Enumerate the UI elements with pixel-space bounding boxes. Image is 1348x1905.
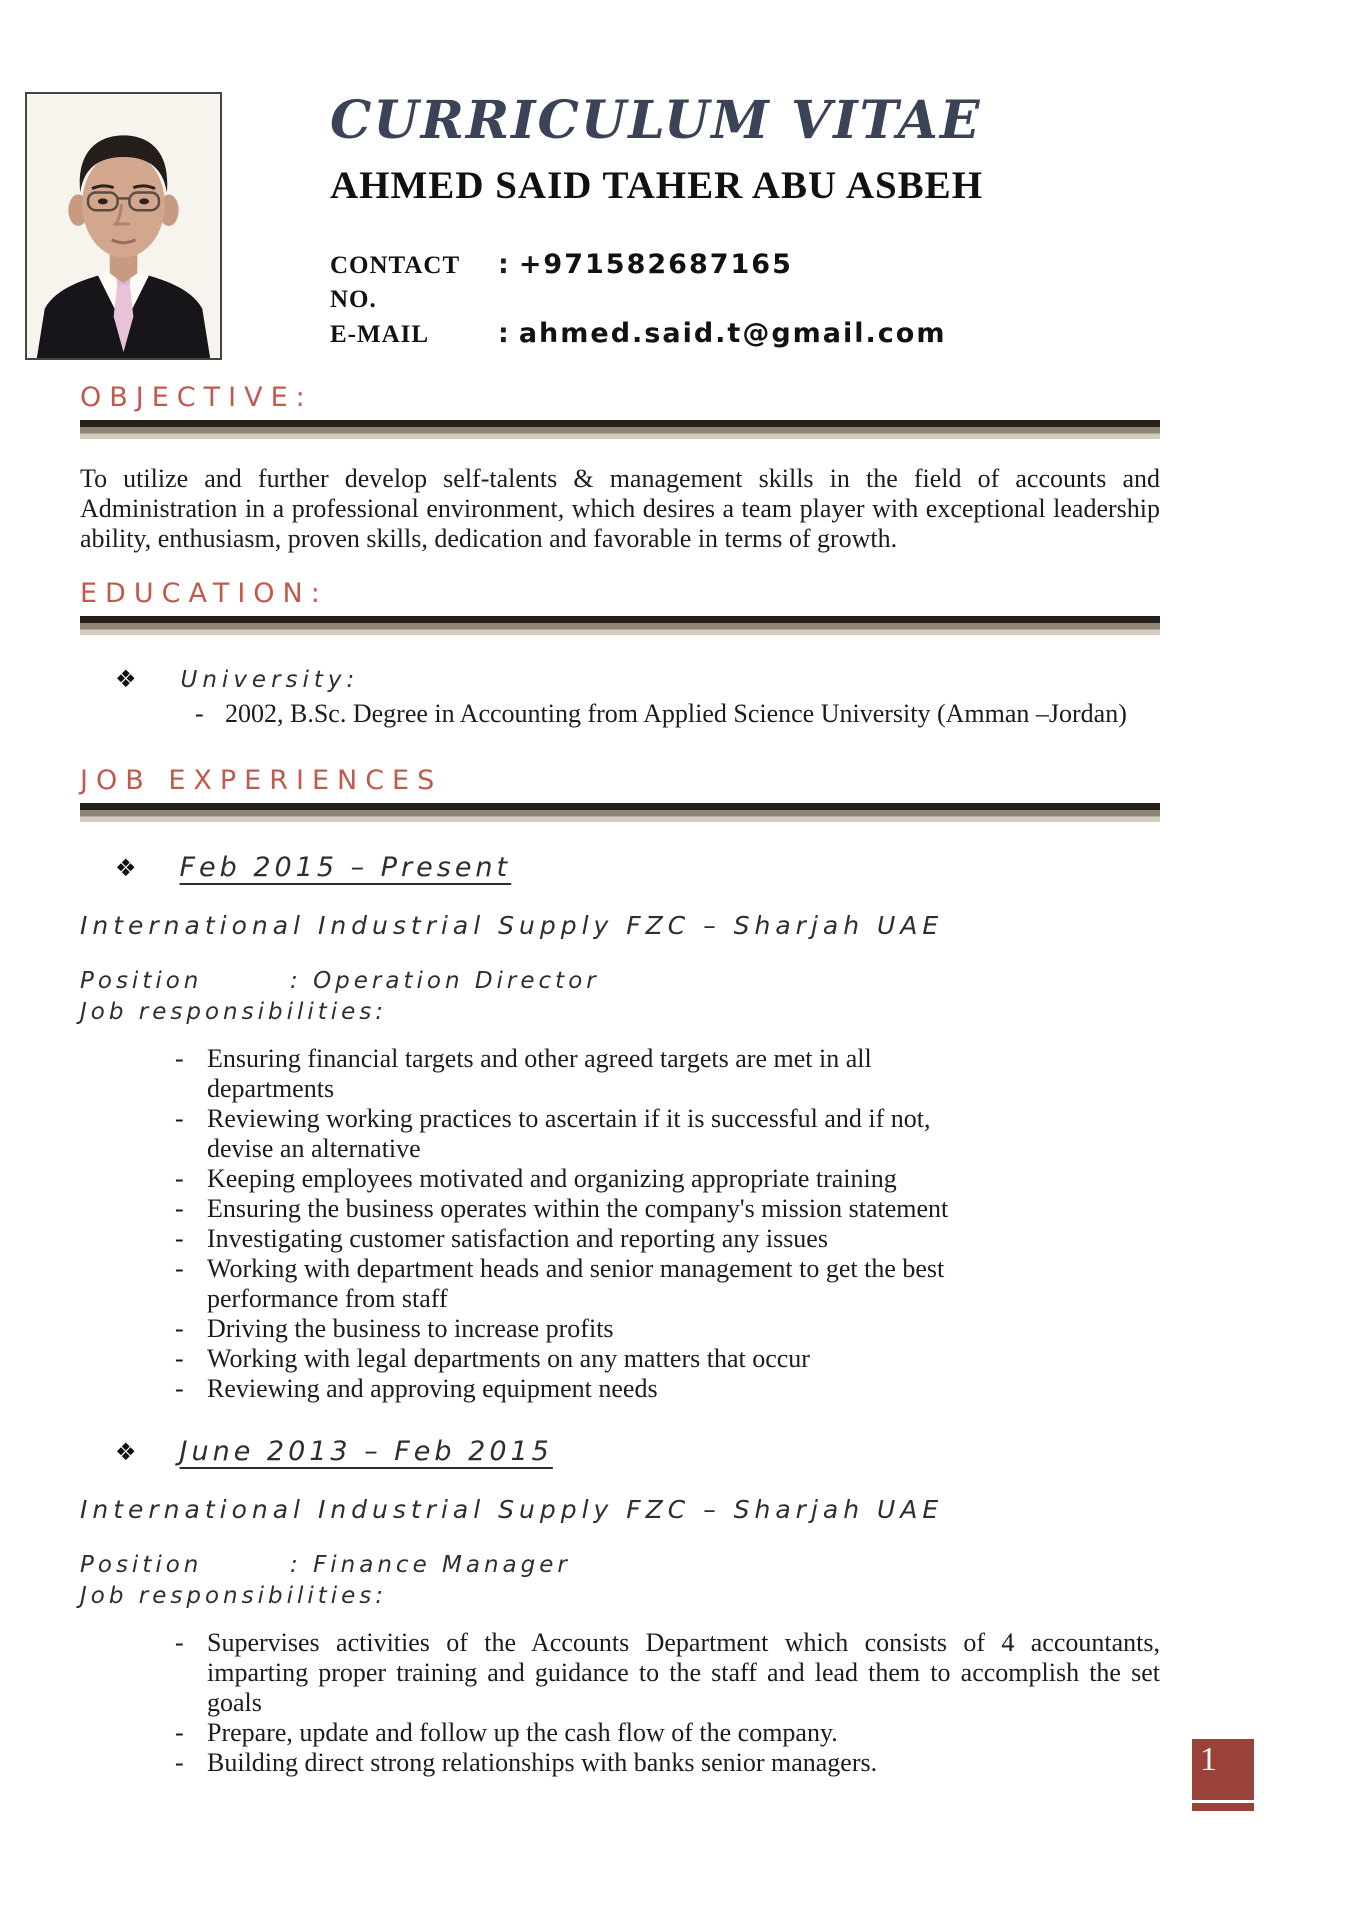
education-item-title: University: xyxy=(180,667,360,693)
page-number-underline xyxy=(1192,1803,1254,1811)
portrait-photo-image xyxy=(27,94,220,358)
experience-rule xyxy=(80,803,1160,822)
dash-marker: - xyxy=(175,1628,184,1657)
job1-responsibility-list xyxy=(80,1044,1160,1404)
list-item-text: Investigating customer satisfaction and reporting any issues xyxy=(207,1224,828,1253)
experience-heading: JOB EXPERIENCES xyxy=(80,765,443,796)
email-row xyxy=(330,317,983,352)
job2-position-value: Finance Manager xyxy=(313,1552,571,1578)
contact-block xyxy=(330,248,983,352)
dash-marker: - xyxy=(175,1044,184,1073)
list-item xyxy=(80,1718,1160,1748)
job1-period: Feb 2015 – Present xyxy=(179,852,512,883)
dash-marker: - xyxy=(175,1254,184,1283)
list-item-text: Driving the business to increase profits xyxy=(207,1314,614,1343)
list-item-text: Ensuring the business operates within the company's mission statement xyxy=(207,1194,949,1223)
job2-period: June 2013 – Feb 2015 xyxy=(179,1436,553,1467)
objective-heading: OBJECTIVE: xyxy=(80,382,313,413)
dash-marker: - xyxy=(175,1344,184,1373)
list-item-text: Ensuring financial targets and other agreed targets are met in all departments xyxy=(207,1044,872,1103)
dash-marker: - xyxy=(175,1104,184,1133)
header xyxy=(0,0,1348,360)
list-item xyxy=(80,1224,1160,1254)
dash-marker: - xyxy=(175,1748,184,1777)
job2-company: International Industrial Supply FZC – Sharjah UAE xyxy=(80,1495,944,1524)
list-item xyxy=(80,1104,1160,1164)
list-item xyxy=(80,1748,1160,1778)
list-item-text: Reviewing and approving equipment needs xyxy=(207,1374,658,1403)
job2-responsibility-list xyxy=(80,1628,1160,1778)
list-item-text: Supervises activities of the Accounts Department which consists of 4 accountants, imparting proper training and guidance to the staff and lead them to accomplish the set goals xyxy=(207,1628,1160,1717)
job1-position-value: Operation Director xyxy=(313,968,600,994)
diamond-bullet-icon: ❖ xyxy=(115,1438,137,1466)
job2-responsibilities-label: Job responsibilities: xyxy=(80,1583,388,1609)
education-item-detail xyxy=(80,699,1160,729)
dash-marker: - xyxy=(195,699,204,728)
list-item-text: Reviewing working practices to ascertain if it is successful and if not, devise an alternative xyxy=(207,1104,931,1163)
dash-marker: - xyxy=(175,1194,184,1223)
document-body xyxy=(0,382,1348,1778)
contact-number-value: +971582687165 xyxy=(518,248,793,280)
dash-marker: - xyxy=(175,1374,184,1403)
job1-company: International Industrial Supply FZC – Sharjah UAE xyxy=(80,911,944,940)
diamond-bullet-icon: ❖ xyxy=(115,854,137,882)
objective-text: To utilize and further develop self-talents & management skills in the field of accounts and Administration in a professional environment, which desires a team player with exceptional leadership ability, enthusiasm, proven skills, dedication and favorable in terms of growth. xyxy=(80,464,1160,553)
job1-responsibilities-label: Job responsibilities: xyxy=(80,999,388,1025)
list-item xyxy=(80,1344,1160,1374)
list-item xyxy=(80,1044,1160,1104)
page-number-value: 1 xyxy=(1192,1739,1254,1800)
job1-position-separator: : xyxy=(290,968,302,994)
contact-number-row xyxy=(330,248,983,317)
list-item-text: Prepare, update and follow up the cash flow of the company. xyxy=(207,1718,838,1747)
list-item-text: Working with legal departments on any matters that occur xyxy=(207,1344,810,1373)
list-item-text: Keeping employees motivated and organizing appropriate training xyxy=(207,1164,897,1193)
header-text xyxy=(330,92,983,360)
education-item xyxy=(80,665,1160,693)
job1-position-label: Position xyxy=(80,968,203,994)
job1-position-row xyxy=(80,968,1160,994)
education-degree-text: 2002, B.Sc. Degree in Accounting from Applied Science University (Amman –Jordan) xyxy=(225,699,1127,728)
dash-marker: - xyxy=(175,1718,184,1747)
list-item-text: Working with department heads and senior management to get the best performance from staff xyxy=(207,1254,945,1313)
portrait-photo xyxy=(25,92,222,360)
email-value: ahmed.said.t@gmail.com xyxy=(518,317,947,349)
list-item xyxy=(80,1254,1160,1314)
contact-number-separator: : xyxy=(498,248,509,280)
email-label: E-MAIL xyxy=(330,320,430,348)
person-name: AHMED SAID TAHER ABU ASBEH xyxy=(330,163,984,207)
education-heading: EDUCATION: xyxy=(80,578,328,609)
job2-period-row xyxy=(80,1436,1160,1467)
job-entry-1 xyxy=(80,852,1160,1404)
contact-number-label: CONTACT NO. xyxy=(330,251,460,313)
objective-rule xyxy=(80,420,1160,439)
list-item xyxy=(80,1628,1160,1718)
education-rule xyxy=(80,616,1160,635)
diamond-bullet-icon: ❖ xyxy=(115,665,137,693)
job-entry-2 xyxy=(80,1436,1160,1778)
dash-marker: - xyxy=(175,1224,184,1253)
list-item xyxy=(80,1314,1160,1344)
document-title: CURRICULUM VITAE xyxy=(330,90,982,151)
email-separator: : xyxy=(498,317,509,349)
job2-position-separator: : xyxy=(290,1552,302,1578)
list-item xyxy=(80,1194,1160,1224)
page-number-badge xyxy=(1192,1739,1254,1811)
dash-marker: - xyxy=(175,1164,184,1193)
job2-position-label: Position xyxy=(80,1552,203,1578)
job2-position-row xyxy=(80,1552,1160,1578)
list-item-text: Building direct strong relationships with banks senior managers. xyxy=(207,1748,878,1777)
dash-marker: - xyxy=(175,1314,184,1343)
list-item xyxy=(80,1164,1160,1194)
list-item xyxy=(80,1374,1160,1404)
job1-period-row xyxy=(80,852,1160,883)
